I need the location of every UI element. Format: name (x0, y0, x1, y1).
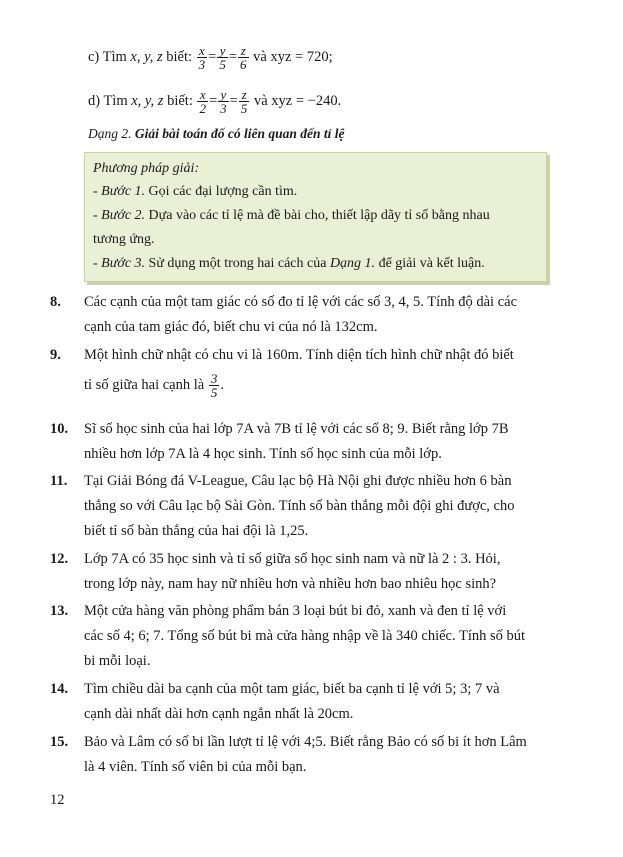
part-c-vars: x, y, z (130, 48, 163, 65)
method-step-1: - Bước 1. Gọi các đại lượng cần tìm. (93, 184, 298, 199)
problem-text: Tìm chiều dài ba cạnh của một tam giác, biết ba cạnh tỉ lệ với 5; 3; 7 và cạnh dài nhất dài hơn cạnh ngắn nhất là 20cm. (84, 681, 500, 722)
method-box (84, 152, 547, 282)
problem-number: 14. (50, 681, 69, 697)
problem-text: Lớp 7A có 35 học sinh và tỉ số giữa số học sinh nam và nữ là 2 : 3. Hỏi, trong lớp này, nam hay nữ nhiều hơn và nhiều hơn bao nhiêu học sinh? (84, 551, 501, 592)
method-step-2: - Bước 2. Dựa vào các tỉ lệ mà đề bài cho, thiết lập dãy tỉ số bằng nhau (93, 208, 490, 223)
part-d-vars: x, y, z (131, 92, 164, 109)
problem-number: 8. (50, 294, 61, 310)
part-c-biet: biết: (166, 48, 193, 65)
part-d-biet: biết: (167, 92, 193, 109)
part-c: c) Tìm x, y, z biết: $\frac{x}{3}$ = $\frac{y}{5}$ = $\frac{z}{6}$ và xyz = 720; (88, 43, 333, 72)
part-d: d) Tìm x, y, z biết: $\frac{x}{2}$ = $\frac{y}{3}$ = $\frac{z}{5}$ và xyz = −240. (88, 87, 342, 116)
section-heading (88, 126, 345, 142)
fraction: $\frac{x}{3}$ (198, 43, 206, 72)
problem-number: 10. (50, 421, 69, 437)
problem-text: Bảo và Lâm có số bi lần lượt tỉ lệ với 4;5. Biết rằng Bảo có số bi ít hơn Lâm là 4 viên. Tính số viên bi của mỗi bạn. (84, 734, 527, 775)
part-c-prefix: c) Tìm (88, 48, 127, 65)
section-prefix: Dạng 2. (88, 126, 132, 141)
fraction: $\frac{z}{5}$ (240, 87, 248, 116)
method-step-3: - Bước 3. Sử dụng một trong hai cách của Dạng 1. để giải và kết luận. (93, 256, 485, 271)
fraction: $\frac{y}{5}$ (219, 43, 226, 72)
problem-text: Một hình chữ nhật có chu vi là 160m. Tính diện tích hình chữ nhật đó biết tỉ số giữa hai cạnh là $\frac{3}{5}$ . (84, 347, 514, 400)
part-d-condition: và xyz = −240. (253, 92, 342, 109)
method-title: Phương pháp giải: (93, 161, 200, 176)
fraction: $\frac{x}{2}$ (199, 87, 206, 116)
problem-number: 15. (50, 734, 69, 750)
problem-number: 12. (50, 551, 69, 567)
section-title: Giải bài toán đố có liên quan đến tỉ lệ (134, 126, 345, 141)
method-step-2-cont: tương ứng. (93, 232, 155, 247)
page-number: 12 (50, 792, 65, 808)
problem-number: 11. (50, 473, 68, 489)
problem-number: 13. (50, 603, 69, 619)
problem-text: Tại Giải Bóng đá V-League, Câu lạc bộ Hà Nội ghi được nhiều hơn 6 bàn thắng so với Câu lạc bộ Sài Gòn. Tính số bàn thắng mỗi đội ghi được, cho biết tỉ số bàn thắng của hai đội là 1,25. (84, 473, 515, 539)
problem-number: 9. (50, 347, 61, 363)
fraction: $\frac{z}{6}$ (240, 43, 247, 72)
problem-text: Một cửa hàng văn phòng phẩm bán 3 loại bút bi đỏ, xanh và đen tỉ lệ với các số 4; 6; 7. Tổng số bút bi mà cửa hàng nhập về là 340 chiếc. Tính số bút bi mỗi loại. (84, 603, 526, 669)
fraction: $\frac{3}{5}$ (210, 371, 218, 400)
problem-text: Sĩ số học sinh của hai lớp 7A và 7B tỉ lệ với các số 8; 9. Biết rằng lớp 7B nhiều hơn lớp 7A là 4 học sinh. Tính số học sinh của mỗi lớp. (84, 421, 509, 462)
fraction: $\frac{y}{3}$ (220, 87, 227, 116)
part-c-condition: và xyz = 720; (253, 48, 333, 65)
problem-text: Các cạnh của một tam giác có số đo tỉ lệ với các số 3, 4, 5. Tính độ dài các cạnh của tam giác đó, biết chu vi của nó là 132cm. (84, 294, 518, 335)
part-d-prefix: d) Tìm (88, 92, 128, 109)
